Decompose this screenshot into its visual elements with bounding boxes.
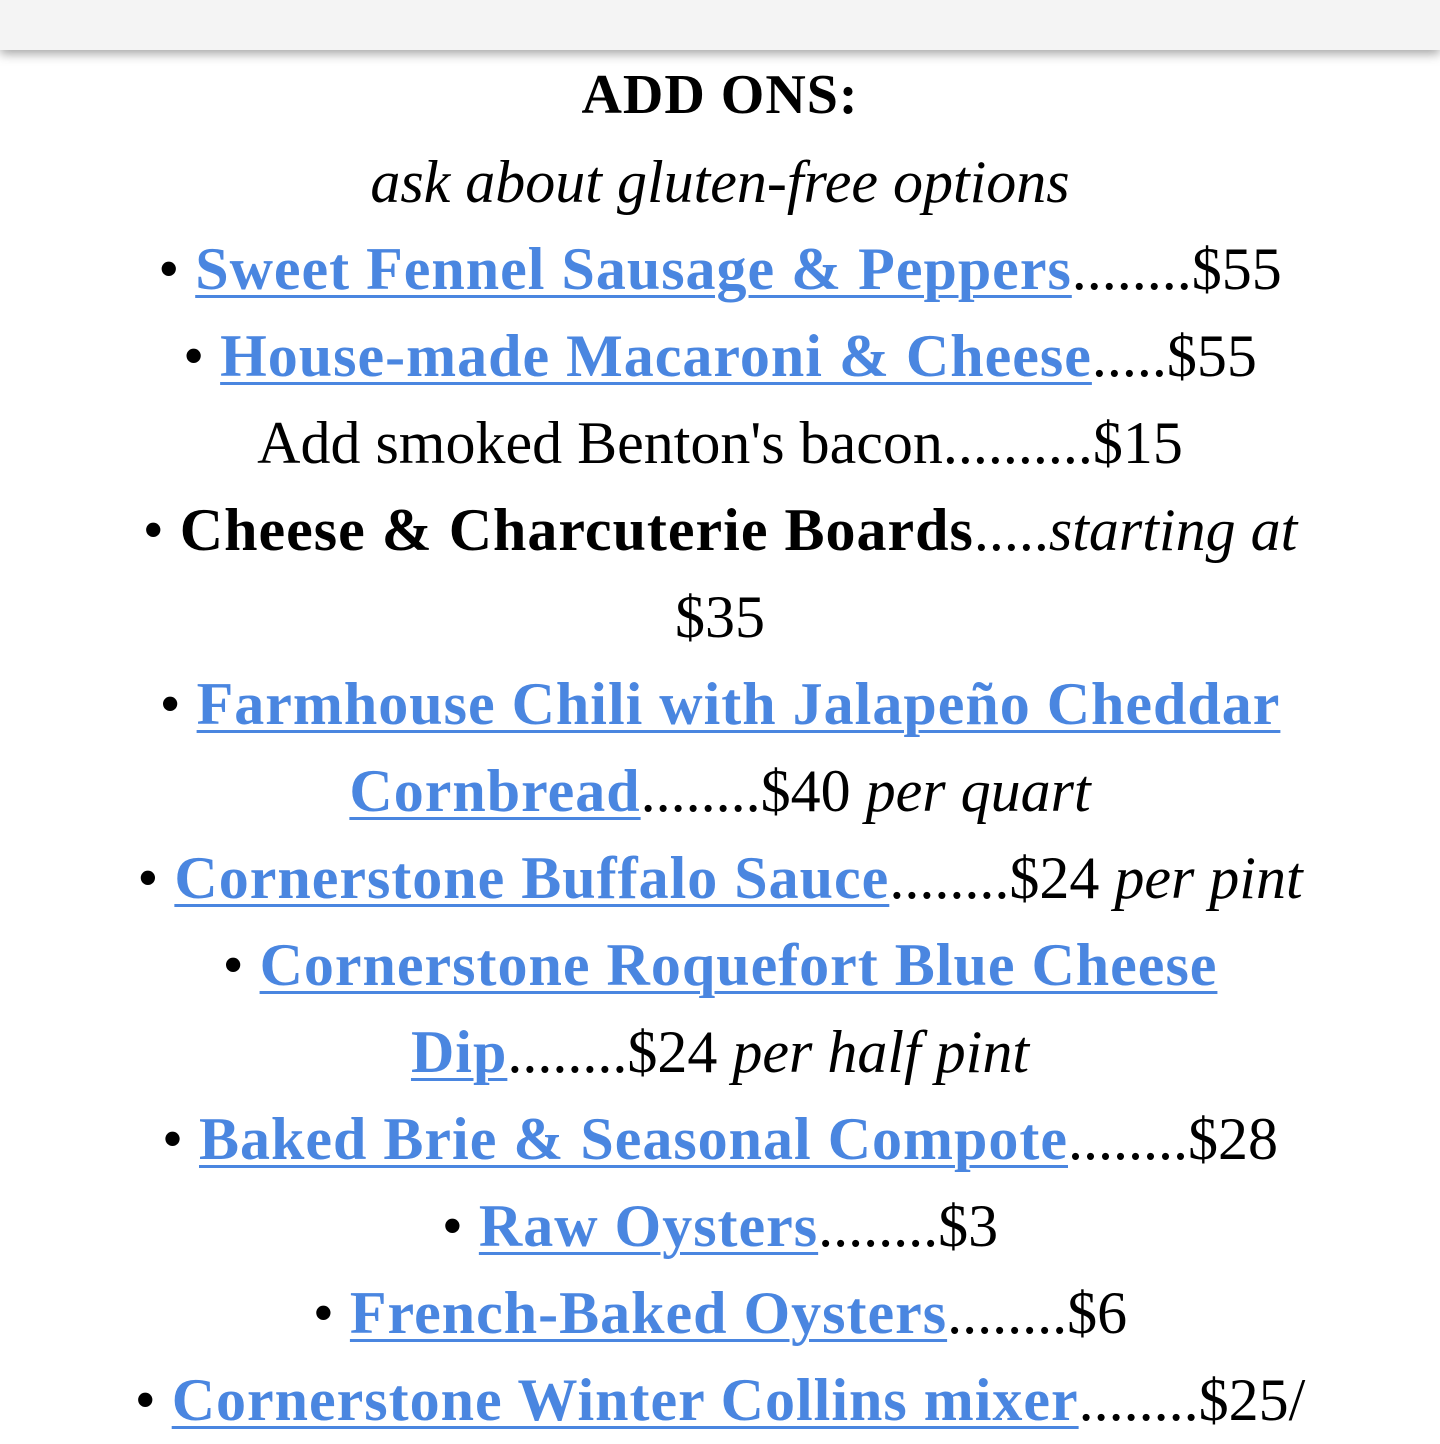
bullet: • — [134, 1367, 156, 1433]
menu-item-link-roquefort-dip[interactable]: Cornerstone Roquefort Blue Cheese — [259, 932, 1218, 998]
bullet: • — [142, 497, 164, 563]
top-toolbar — [0, 0, 1440, 50]
price: $3 — [938, 1193, 999, 1259]
price-note: per pint — [1114, 845, 1303, 911]
bullet: • — [222, 932, 244, 998]
menu-item-link-raw-oysters[interactable]: Raw Oysters — [478, 1193, 819, 1259]
price: $24 — [627, 1019, 718, 1085]
bullet: • — [137, 845, 159, 911]
menu-item-link-macaroni-cheese[interactable]: House-made Macaroni & Cheese — [220, 323, 1092, 389]
menu-item-continued — [0, 574, 1440, 661]
menu-item — [0, 1270, 1440, 1357]
page-title: ADD ONS: — [581, 64, 859, 126]
bullet: • — [159, 671, 181, 737]
price: $25/ — [1198, 1367, 1306, 1433]
leader-dots: ........ — [1078, 1367, 1199, 1433]
add-ons-menu — [0, 52, 1440, 1444]
price: $55 — [1166, 323, 1257, 389]
bullet: • — [158, 236, 180, 302]
bullet: • — [312, 1280, 334, 1346]
leader-dots: ..... — [1091, 323, 1167, 389]
leader-dots: ........ — [640, 758, 761, 824]
price: $28 — [1188, 1106, 1278, 1172]
menu-item-link-buffalo-sauce[interactable]: Cornerstone Buffalo Sauce — [174, 845, 890, 911]
menu-item-link-roquefort-dip-cont[interactable]: Dip — [410, 1019, 508, 1085]
leader-dots: ........ — [889, 845, 1010, 911]
bullet: • — [161, 1106, 183, 1172]
menu-item — [0, 1096, 1440, 1183]
leader-dots: ........ — [947, 1280, 1068, 1346]
leader-dots: .......... — [942, 410, 1093, 476]
menu-item — [0, 487, 1440, 574]
price: $55 — [1191, 236, 1282, 302]
price-note: per quart — [865, 758, 1091, 824]
menu-item — [0, 1357, 1440, 1444]
menu-addon — [0, 400, 1440, 487]
leader-dots: ........ — [1071, 236, 1192, 302]
leader-dots: ........ — [1068, 1106, 1188, 1172]
menu-item — [0, 1183, 1440, 1270]
menu-item-link-farmhouse-chili[interactable]: Farmhouse Chili with Jalapeño Cheddar — [196, 671, 1281, 737]
leader-dots: ........ — [507, 1019, 628, 1085]
price-note: per half pint — [732, 1019, 1030, 1085]
price: $40 — [760, 758, 851, 824]
bullet: • — [183, 323, 205, 389]
menu-item-link-french-baked-oysters[interactable]: French-Baked Oysters — [349, 1280, 948, 1346]
price: $15 — [1092, 410, 1183, 476]
menu-item-link-winter-collins[interactable]: Cornerstone Winter Collins mixer — [171, 1367, 1079, 1433]
menu-item-continued — [0, 748, 1440, 835]
leader-dots: ........ — [818, 1193, 939, 1259]
leader-dots: ..... — [973, 497, 1049, 563]
bullet: • — [441, 1193, 463, 1259]
menu-item — [0, 226, 1440, 313]
menu-item — [0, 661, 1440, 748]
menu-item-name-cheese-charcuterie: Cheese & Charcuterie Boards — [179, 497, 974, 563]
menu-item — [0, 835, 1440, 922]
menu-item-continued — [0, 1009, 1440, 1096]
price: $24 — [1009, 845, 1100, 911]
price: $6 — [1067, 1280, 1128, 1346]
subtitle: ask about gluten-free options — [370, 149, 1070, 215]
menu-item — [0, 313, 1440, 400]
menu-item-link-sausage-peppers[interactable]: Sweet Fennel Sausage & Peppers — [195, 236, 1072, 302]
menu-item — [0, 922, 1440, 1009]
price: $35 — [675, 584, 765, 650]
menu-item-link-baked-brie[interactable]: Baked Brie & Seasonal Compote — [199, 1106, 1068, 1172]
price-note: starting at — [1048, 497, 1298, 563]
menu-item-link-farmhouse-chili-cont[interactable]: Cornbread — [349, 758, 641, 824]
addon-text: Add smoked Benton's bacon — [257, 410, 943, 476]
